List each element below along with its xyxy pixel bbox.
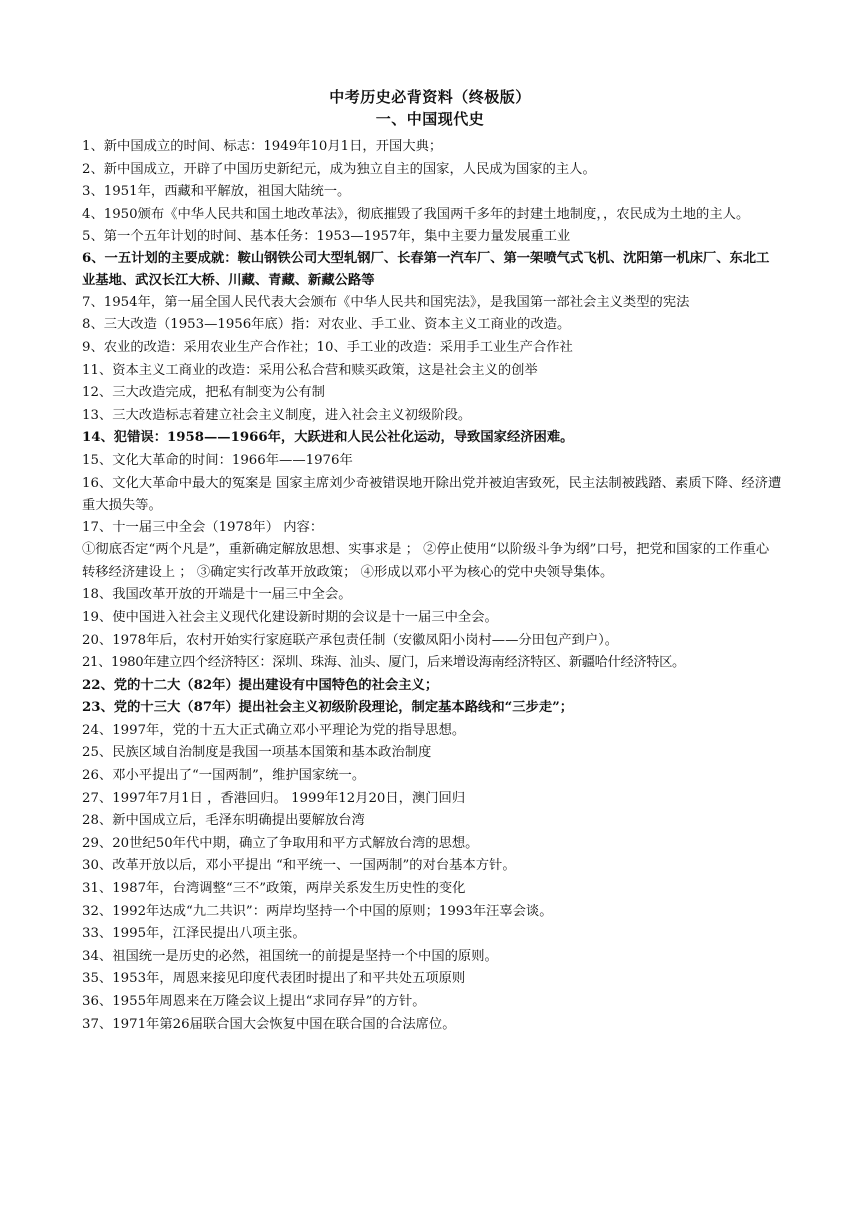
list-item: 36、1955年周恩来在万隆会议上提出“求同存异”的方针。 [82,994,426,1009]
list-item: 13、三大改造标志着建立社会主义制度，进入社会主义初级阶段。 [82,407,472,423]
list-item: 9、农业的改造：采用农业生产合作社；10、手工业的改造：采用手工业生产合作社 [82,339,573,355]
list-item: 35、1953年，周恩来接见印度代表团时提出了和平共处五项原则 [82,971,466,987]
document-title: 中考历史必背资料（终极版） [329,88,531,106]
item-list [82,136,782,1036]
list-item: 22、党的十二大（82年）提出建设有中国特色的社会主义； [82,677,439,693]
list-item: 24、1997年，党的十五大正式确立邓小平理论为党的指导思想。 [82,722,466,738]
list-item: 34、祖国统一是历史的必然，祖国统一的前提是坚持一个中国的原则。 [82,948,498,964]
list-item: 37、1971年第26届联合国大会恢复中国在联合国的合法席位。 [82,1016,456,1032]
list-item: 25、民族区域自治制度是我国一项基本国策和基本政治制度 [82,745,432,761]
list-item: 12、三大改造完成，把私有制变为公有制 [82,385,325,401]
section-heading: 一、中国现代史 [375,110,485,128]
list-item: 31、1987年，台湾调整“三不”政策，两岸关系发生历史性的变化 [82,881,466,897]
list-item: 16、文化大革命中最大的冤案是 国家主席刘少奇被错误地开除出党并被迫害致死，民主法制被践踏、素质下降、经济遭重大损失等。 [82,475,782,513]
list-item: 6、一五计划的主要成就：鞍山钢铁公司大型轧钢厂、长春第一汽车厂、第一架喷气式飞机、沈阳第一机床厂、东北工业基地、武汉长江大桥、川藏、青藏、新藏公路等 [82,251,770,289]
list-item: 14、犯错误：1958——1966年，大跃进和人民公社化运动，导致国家经济困难。 [82,430,574,446]
list-item: 23、党的十三大（87年）提出社会主义初级阶段理论，制定基本路线和“三步走”； [82,700,574,716]
list-item: ①彻底否定“两个凡是”，重新确定解放思想、实事求是 ； ②停止使用“以阶级斗争为纲”口号，把党和国家的工作重心转移经济建设上 ； ③确定实行改革开放政策； ④形成以邓小平为核心的党中央领导集体。 [82,542,770,580]
list-item: 15、文化大革命的时间：1966年——1976年 [82,452,353,468]
list-item: 7、1954年，第一届全国人民代表大会颁布《中华人民共和国宪法》，是我国第一部社会主义类型的宪法 [82,295,690,311]
list-item: 27、1997年7月1日 ，香港回归。 1999年12月20日，澳门回归 [82,790,466,806]
list-item: 32、1992年达成“九二共识”：两岸均坚持一个中国的原则；1993年汪辜会谈。 [82,903,553,919]
list-item: 21、1980年建立四个经济特区：深圳、珠海、汕头、厦门，后来增设海南经济特区、新疆哈什经济特区。 [82,655,685,671]
list-item: 8、三大改造（1953—1956年底）指：对农业、手工业、资本主义工商业的改造。 [82,317,571,333]
list-item: 4、1950颁布《中华人民共和国土地改革法》，彻底摧毁了我国两千多年的封建土地制度，，农民成为土地的主人。 [82,206,750,222]
list-item: 3、1951年，西藏和平解放，祖国大陆统一。 [82,184,351,200]
list-item: 2、新中国成立，开辟了中国历史新纪元，成为独立自主的国家，人民成为国家的主人。 [82,161,596,177]
list-item: 29、20世纪50年代中期，确立了争取用和平方式解放台湾的思想。 [82,835,479,851]
list-item: 28、新中国成立后，毛泽东明确提出要解放台湾 [82,813,365,829]
list-item: 1、新中国成立的时间、标志：1949年10月1日，开国大典； [82,139,443,154]
list-item: 18、我国改革开放的开端是十一届三中全会。 [82,587,352,603]
list-item: 5、第一个五年计划的时间、基本任务：1953—1957年，集中主要力量发展重工业 [82,228,571,244]
list-item: 19、使中国进入社会主义现代化建设新时期的会议是十一届三中全会。 [82,609,498,625]
list-item: 20、1978年后，农村开始实行家庭联产承包责任制（安徽凤阳小岗村——分田包产到户）。 [82,632,619,648]
list-item: 26、邓小平提出了“一国两制”，维护国家统一。 [82,768,366,784]
list-item: 33、1995年，江泽民提出八项主张。 [82,926,306,942]
list-item: 11、资本主义工商业的改造：采用公私合营和赎买政策，这是社会主义的创举 [82,362,538,378]
list-item: 30、改革开放以后，邓小平提出 “和平统一、一国两制”的对台基本方针。 [82,858,516,874]
list-item: 17、十一届三中全会（1978年） 内容： [82,519,324,535]
